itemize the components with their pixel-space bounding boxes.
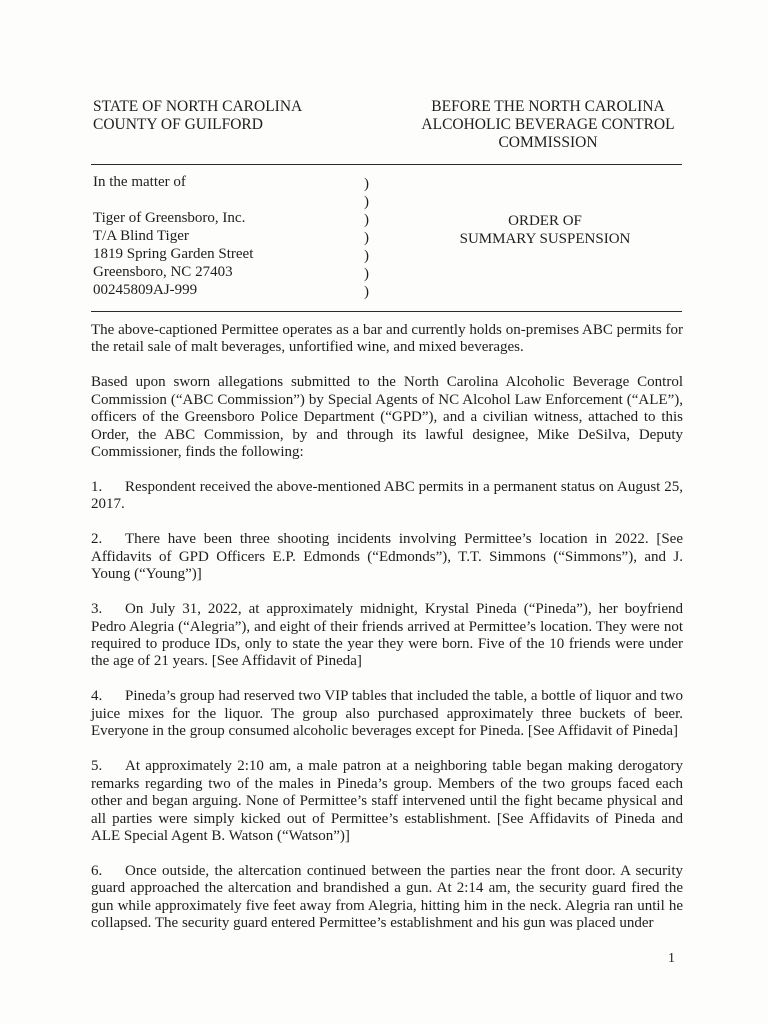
finding-paragraph bbox=[91, 479, 683, 514]
caption-line: Tiger of Greensboro, Inc. bbox=[93, 210, 246, 226]
finding-text: On July 31, 2022, at approximately midnight, Krystal Pineda (“Pineda”), her boyfriend Pedro Alegria (“Alegria”), and eight of their friends arrived at Permittee’s location. They were not required to produce IDs, only to state the year they were born. Five of the 10 friends were under the age of 21 years. [See Affidavit of Pineda] bbox=[91, 601, 683, 670]
caption-parens bbox=[364, 175, 369, 301]
finding-number: 4. bbox=[91, 688, 103, 705]
finding-number: 3. bbox=[91, 601, 103, 618]
caption-party bbox=[93, 173, 253, 299]
finding-paragraph bbox=[91, 688, 683, 740]
finding-number: 1. bbox=[91, 479, 103, 496]
header-before: BEFORE THE NORTH CAROLINA bbox=[431, 98, 665, 115]
header-left bbox=[93, 98, 302, 134]
header-right bbox=[405, 98, 691, 152]
finding-text: Pineda’s group had reserved two VIP tables that included the table, a bottle of liquor and two juice mixes for the liquor. The group also purchased approximately three buckets of beer. Everyone in the group consumed alcoholic beverages except for Pineda. [See Affidavit of Pineda] bbox=[91, 688, 683, 740]
header-commission: COMMISSION bbox=[498, 134, 598, 151]
order-title-line: SUMMARY SUSPENSION bbox=[459, 231, 631, 247]
caption-paren: ) bbox=[364, 266, 369, 282]
caption-matter: In the matter of bbox=[93, 174, 186, 190]
finding-number: 5. bbox=[91, 758, 103, 775]
caption-bottom-rule bbox=[91, 311, 682, 312]
finding-text: There have been three shooting incidents involving Permittee’s location in 2022. [See Affidavits of GPD Officers E.P. Edmonds (“Edmonds”), T.T. Simmons (“Simmons”), and J. Young (“Young”)] bbox=[91, 531, 683, 583]
caption-line: T/A Blind Tiger bbox=[93, 228, 189, 244]
intro-paragraph: The above-captioned Permittee operates as a bar and currently holds on-premises ABC permits for the retail sale of malt beverages, unfortified wine, and mixed beverages. bbox=[91, 322, 683, 356]
finding-paragraph bbox=[91, 863, 683, 933]
finding-text: Once outside, the altercation continued between the parties near the front door. A security guard approached the altercation and brandished a gun. At 2:14 am, the security guard fired the gun while approximately five feet away from Alegria, hitting him in the neck. Alegria ran until he collapsed. The security guard entered Permittee’s establishment and his gun was placed under bbox=[91, 862, 683, 932]
caption-paren: ) bbox=[364, 230, 369, 246]
page-number: 1 bbox=[668, 951, 675, 966]
caption-line: 00245809AJ-999 bbox=[93, 282, 198, 298]
finding-text: Respondent received the above-mentioned ABC permits in a permanent status on August 25, 2017. bbox=[91, 479, 683, 513]
caption-line: Greensboro, NC 27403 bbox=[93, 264, 233, 280]
caption-top-rule bbox=[91, 164, 682, 165]
header-county: COUNTY OF GUILFORD bbox=[93, 116, 263, 133]
intro-paragraph: Based upon sworn allegations submitted to the North Carolina Alcoholic Beverage Control Commission (“ABC Commission”) by Special Agents of NC Alcohol Law Enforcement (“ALE”), officers of the Greensboro Police Department (“GPD”), and a civilian witness, attached to this Order, the ABC Commission, by and through its lawful designee, Mike DeSilva, Deputy Commissioner, finds the following: bbox=[91, 374, 683, 461]
caption-line: 1819 Spring Garden Street bbox=[93, 246, 254, 262]
finding-paragraph bbox=[91, 758, 683, 845]
finding-number: 6. bbox=[91, 862, 103, 879]
caption-paren: ) bbox=[364, 194, 369, 210]
finding-text: At approximately 2:10 am, a male patron at a neighboring table began making derogatory remarks regarding two of the males in Pineda’s group. Members of the two groups faced each other and began arguing. None of Permittee’s staff intervened until the fight became physical and all parties were simply kicked out of Permittee’s establishment. [See Affidavits of Pineda and ALE Special Agent B. Watson (“Watson”)] bbox=[91, 758, 683, 844]
caption-paren: ) bbox=[364, 248, 369, 264]
caption-paren: ) bbox=[364, 176, 369, 192]
finding-paragraph bbox=[91, 531, 683, 583]
finding-paragraph bbox=[91, 601, 683, 671]
order-title bbox=[420, 212, 670, 248]
order-body bbox=[91, 322, 683, 950]
header-state: STATE OF NORTH CAROLINA bbox=[93, 98, 303, 115]
order-title-line: ORDER OF bbox=[508, 213, 582, 229]
finding-number: 2. bbox=[91, 531, 103, 548]
caption-paren: ) bbox=[364, 212, 369, 228]
caption-paren: ) bbox=[364, 284, 369, 300]
header-commission-name: ALCOHOLIC BEVERAGE CONTROL bbox=[421, 116, 675, 133]
